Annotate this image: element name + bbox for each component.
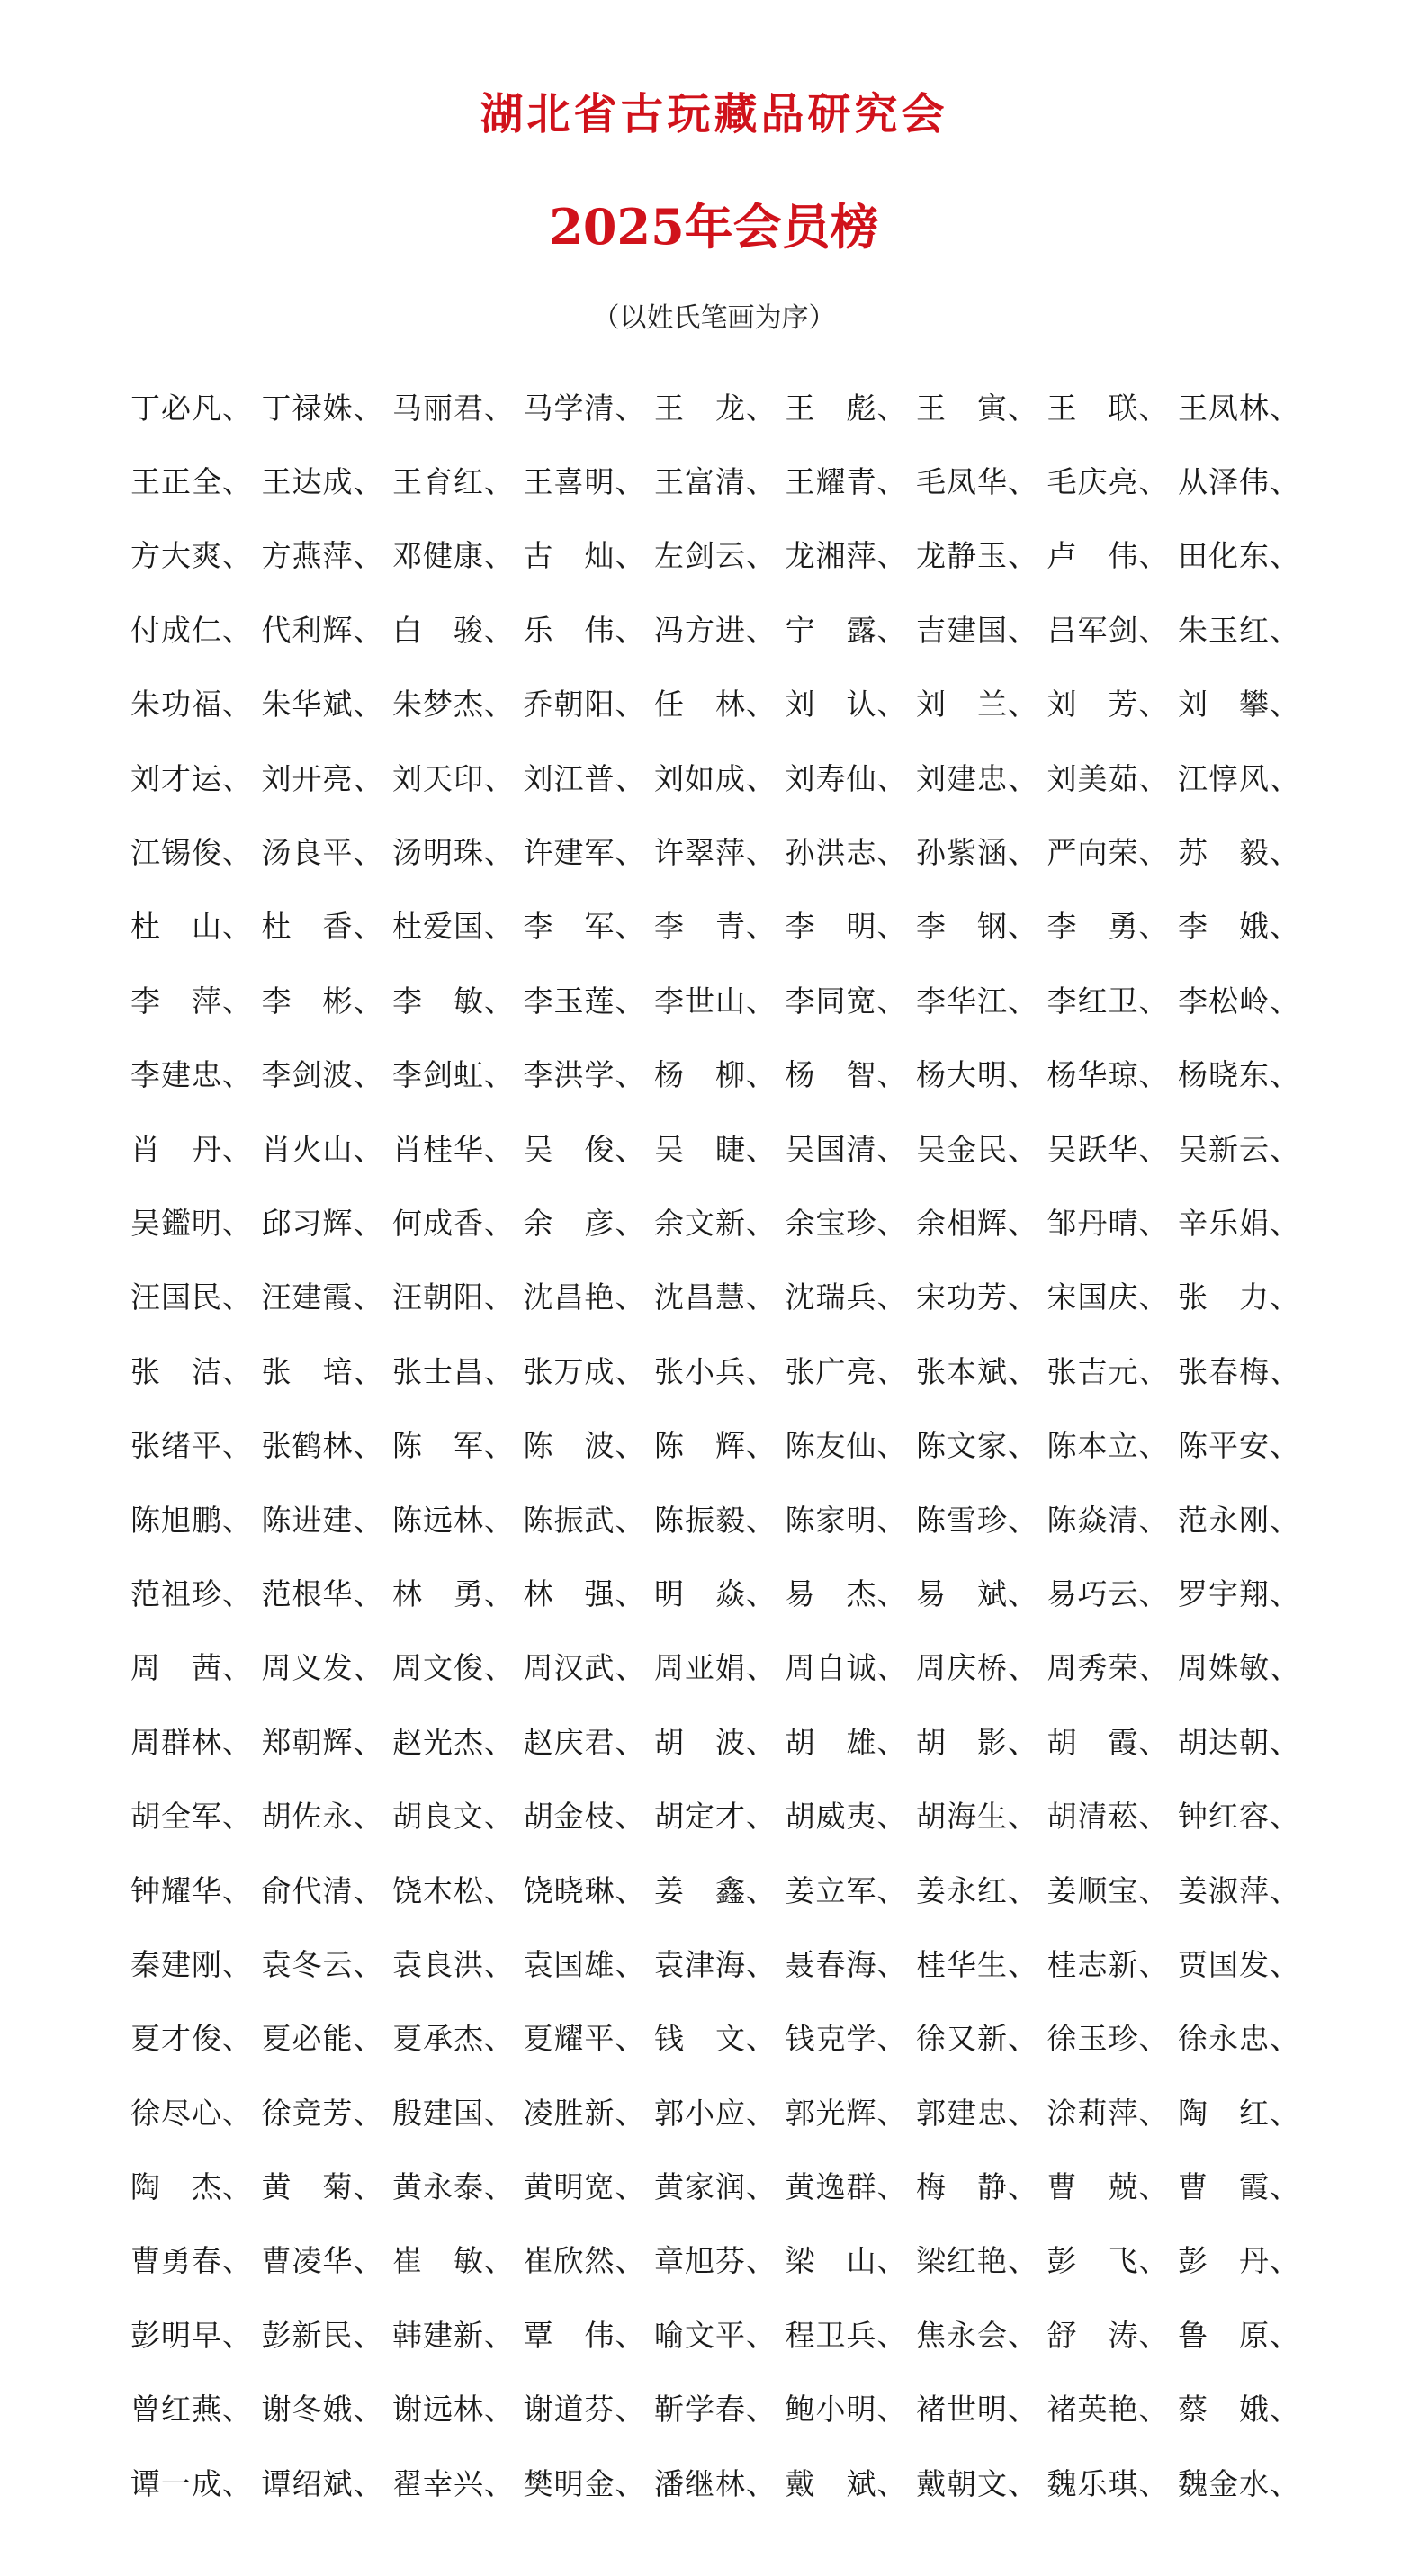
member-name: 姜立军、 — [785, 1872, 908, 1908]
member-name: 张鹤林、 — [261, 1428, 384, 1464]
member-name: 殷建国、 — [392, 2095, 515, 2131]
member-name: 陈文家、 — [916, 1428, 1038, 1464]
member-name: 李剑虹、 — [392, 1057, 515, 1093]
member-name: 杨华琼、 — [1046, 1057, 1170, 1093]
member-name: 曹 霞、 — [1178, 2169, 1300, 2205]
member-name: 姜淑萍、 — [1178, 1872, 1300, 1908]
member-name: 蔡 娥、 — [1178, 2392, 1300, 2428]
member-name: 杨大明、 — [916, 1057, 1038, 1093]
member-name: 邹丹晴、 — [1046, 1205, 1170, 1241]
member-name: 左剑云、 — [654, 538, 777, 574]
member-name: 谢冬娥、 — [261, 2392, 384, 2428]
organization-title: 湖北省古玩藏品研究会 — [480, 89, 948, 139]
member-row — [130, 1555, 1309, 1629]
member-name: 吕军剑、 — [1046, 612, 1170, 648]
member-name: 赵光杰、 — [392, 1724, 515, 1760]
member-name: 黄家润、 — [654, 2169, 777, 2205]
member-name: 陈雪珍、 — [916, 1502, 1038, 1538]
member-name: 汤良平、 — [261, 835, 384, 871]
member-name: 刘美茹、 — [1046, 760, 1170, 796]
member-row — [130, 1037, 1309, 1110]
member-name: 梁红艳、 — [916, 2243, 1038, 2279]
member-name: 毛庆亮、 — [1046, 464, 1170, 500]
member-name: 余相辉、 — [916, 1205, 1038, 1241]
member-name: 汪建霞、 — [261, 1279, 384, 1315]
member-name: 魏金水、 — [1178, 2465, 1300, 2501]
member-name: 李 娥、 — [1178, 909, 1300, 945]
member-name: 喻文平、 — [654, 2317, 777, 2353]
member-name: 丁禄姝、 — [261, 390, 384, 426]
member-name: 周 茜、 — [130, 1650, 253, 1686]
member-name: 张广亮、 — [785, 1353, 908, 1389]
member-name: 马丽君、 — [392, 390, 515, 426]
member-name: 陈友仙、 — [785, 1428, 908, 1464]
member-name: 郭建忠、 — [916, 2095, 1038, 2131]
member-name: 徐又新、 — [916, 2021, 1038, 2057]
member-name: 白 骏、 — [392, 612, 515, 648]
member-name: 余宝珍、 — [785, 1205, 908, 1241]
member-name: 胡海生、 — [916, 1799, 1038, 1835]
member-name: 孙洪志、 — [785, 835, 908, 871]
member-name: 方大爽、 — [130, 538, 253, 574]
member-name: 陈振毅、 — [654, 1502, 777, 1538]
member-name: 古 灿、 — [523, 538, 646, 574]
member-row — [130, 2371, 1309, 2445]
member-name: 曹凌华、 — [261, 2243, 384, 2279]
member-name: 潘继林、 — [654, 2465, 777, 2501]
member-name: 苏 毅、 — [1178, 835, 1300, 871]
member-name: 徐尽心、 — [130, 2095, 253, 2131]
member-name: 钟耀华、 — [130, 1872, 253, 1908]
member-name: 褚英艳、 — [1046, 2392, 1170, 2428]
member-name: 杨 柳、 — [654, 1057, 777, 1093]
member-row — [130, 591, 1309, 665]
member-name: 陈焱清、 — [1046, 1502, 1170, 1538]
member-row — [130, 2222, 1309, 2296]
member-name: 靳学春、 — [654, 2392, 777, 2428]
member-name: 吴鑑明、 — [130, 1205, 253, 1241]
member-name: 胡 霞、 — [1046, 1724, 1170, 1760]
member-name: 鲍小明、 — [785, 2392, 908, 2428]
member-name: 谭绍斌、 — [261, 2465, 384, 2501]
member-name: 袁国雄、 — [523, 1946, 646, 1982]
member-name: 戴 斌、 — [785, 2465, 908, 2501]
member-name: 代利辉、 — [261, 612, 384, 648]
member-name: 汤明珠、 — [392, 835, 515, 871]
member-name: 姜顺宝、 — [1046, 1872, 1170, 1908]
member-name: 陈本立、 — [1046, 1428, 1170, 1464]
member-name: 袁良洪、 — [392, 1946, 515, 1982]
member-name: 范根华、 — [261, 1575, 384, 1611]
member-name: 辛乐娟、 — [1178, 1205, 1300, 1241]
member-name: 张本斌、 — [916, 1353, 1038, 1389]
member-row — [130, 1777, 1309, 1851]
member-row — [130, 1406, 1309, 1480]
member-name: 张 力、 — [1178, 1279, 1300, 1315]
member-name: 肖火山、 — [261, 1131, 384, 1167]
member-name: 覃 伟、 — [523, 2317, 646, 2353]
member-name: 邱习辉、 — [261, 1205, 384, 1241]
member-name: 袁津海、 — [654, 1946, 777, 1982]
member-name: 李 军、 — [523, 909, 646, 945]
member-name: 涂莉萍、 — [1046, 2095, 1170, 2131]
member-name: 吴跃华、 — [1046, 1131, 1170, 1167]
member-name: 范永刚、 — [1178, 1502, 1300, 1538]
member-name: 周自诚、 — [785, 1650, 908, 1686]
member-name: 张春梅、 — [1178, 1353, 1300, 1389]
member-name: 梁 山、 — [785, 2243, 908, 2279]
member-name: 姜永红、 — [916, 1872, 1038, 1908]
member-name: 刘才运、 — [130, 760, 253, 796]
member-row — [130, 1184, 1309, 1258]
member-name: 舒 涛、 — [1046, 2317, 1170, 2353]
member-name: 袁冬云、 — [261, 1946, 384, 1982]
member-name: 陈 军、 — [392, 1428, 515, 1464]
member-name: 夏承杰、 — [392, 2021, 515, 2057]
member-name: 张绪平、 — [130, 1428, 253, 1464]
member-name: 焦永会、 — [916, 2317, 1038, 2353]
member-name: 李 萍、 — [130, 983, 253, 1019]
member-name: 明 焱、 — [654, 1575, 777, 1611]
member-name: 谢远林、 — [392, 2392, 515, 2428]
member-name: 黄逸群、 — [785, 2169, 908, 2205]
member-name: 刘建忠、 — [916, 760, 1038, 796]
member-name: 徐玉珍、 — [1046, 2021, 1170, 2057]
member-name: 吴国清、 — [785, 1131, 908, 1167]
member-name: 夏耀平、 — [523, 2021, 646, 2057]
member-name: 卢 伟、 — [1046, 538, 1170, 574]
member-row — [130, 1259, 1309, 1333]
member-name: 张 培、 — [261, 1353, 384, 1389]
member-name: 易巧云、 — [1046, 1575, 1170, 1611]
member-name: 刘开亮、 — [261, 760, 384, 796]
member-name: 胡 波、 — [654, 1724, 777, 1760]
member-name: 曹 兢、 — [1046, 2169, 1170, 2205]
member-name: 周汉武、 — [523, 1650, 646, 1686]
member-name: 罗宇翔、 — [1178, 1575, 1300, 1611]
member-name: 陶 杰、 — [130, 2169, 253, 2205]
member-name: 吴金民、 — [916, 1131, 1038, 1167]
member-name: 周庆桥、 — [916, 1650, 1038, 1686]
member-name: 翟幸兴、 — [392, 2465, 515, 2501]
member-row — [130, 2445, 1309, 2518]
member-name: 付成仁、 — [130, 612, 253, 648]
member-name: 周义发、 — [261, 1650, 384, 1686]
member-name: 程卫兵、 — [785, 2317, 908, 2353]
member-name: 杜 山、 — [130, 909, 253, 945]
member-row — [130, 1629, 1309, 1703]
member-name: 胡达朝、 — [1178, 1724, 1300, 1760]
member-name: 肖 丹、 — [130, 1131, 253, 1167]
member-name: 王正全、 — [130, 464, 253, 500]
member-name: 刘 芳、 — [1046, 687, 1170, 723]
member-name: 朱华斌、 — [261, 687, 384, 723]
member-name: 汪朝阳、 — [392, 1279, 515, 1315]
member-name: 杨 智、 — [785, 1057, 908, 1093]
member-name: 王 寅、 — [916, 390, 1038, 426]
member-name: 戴朝文、 — [916, 2465, 1038, 2501]
member-name: 张万成、 — [523, 1353, 646, 1389]
member-name: 周文俊、 — [392, 1650, 515, 1686]
member-row — [130, 1481, 1309, 1555]
member-name: 胡威夷、 — [785, 1799, 908, 1835]
member-name: 严向荣、 — [1046, 835, 1170, 871]
member-name: 沈昌慧、 — [654, 1279, 777, 1315]
member-name: 胡全军、 — [130, 1799, 253, 1835]
member-name: 聂春海、 — [785, 1946, 908, 1982]
member-name: 邓健康、 — [392, 538, 515, 574]
member-name: 李 青、 — [654, 909, 777, 945]
member-row — [130, 369, 1309, 443]
member-name: 胡清菘、 — [1046, 1799, 1170, 1835]
member-name: 宋国庆、 — [1046, 1279, 1170, 1315]
member-name: 何成香、 — [392, 1205, 515, 1241]
member-name: 马学清、 — [523, 390, 646, 426]
member-name: 宁 露、 — [785, 612, 908, 648]
member-name: 秦建刚、 — [130, 1946, 253, 1982]
member-row — [130, 2074, 1309, 2148]
member-name: 谭一成、 — [130, 2465, 253, 2501]
member-name: 刘江普、 — [523, 760, 646, 796]
member-name: 崔欣然、 — [523, 2243, 646, 2279]
member-row — [130, 2000, 1309, 2074]
member-name: 钱 文、 — [654, 2021, 777, 2057]
member-name: 刘 认、 — [785, 687, 908, 723]
member-name: 魏乐琪、 — [1046, 2465, 1170, 2501]
member-name: 任 林、 — [654, 687, 777, 723]
member-name: 黄永泰、 — [392, 2169, 515, 2205]
member-name: 夏才俊、 — [130, 2021, 253, 2057]
member-name: 沈瑞兵、 — [785, 1279, 908, 1315]
member-row — [130, 1703, 1309, 1777]
member-name: 李同宽、 — [785, 983, 908, 1019]
member-name: 胡良文、 — [392, 1799, 515, 1835]
member-name: 王凤林、 — [1178, 390, 1300, 426]
member-name: 林 强、 — [523, 1575, 646, 1611]
member-name: 王 龙、 — [654, 390, 777, 426]
member-name: 郑朝辉、 — [261, 1724, 384, 1760]
member-name: 许建军、 — [523, 835, 646, 871]
member-row — [130, 1333, 1309, 1406]
member-name: 黄 菊、 — [261, 2169, 384, 2205]
member-name: 杨晓东、 — [1178, 1057, 1300, 1093]
member-row — [130, 2148, 1309, 2221]
member-name: 王 彪、 — [785, 390, 908, 426]
member-name: 毛凤华、 — [916, 464, 1038, 500]
member-name: 陈 辉、 — [654, 1428, 777, 1464]
member-name: 乔朝阳、 — [523, 687, 646, 723]
member-name: 李剑波、 — [261, 1057, 384, 1093]
member-name: 范祖珍、 — [130, 1575, 253, 1611]
member-name: 冯方进、 — [654, 612, 777, 648]
member-names-grid — [130, 369, 1309, 2518]
member-name: 朱功福、 — [130, 687, 253, 723]
member-name: 孙紫涵、 — [916, 835, 1038, 871]
member-name: 李 钢、 — [916, 909, 1038, 945]
member-name: 陶 红、 — [1178, 2095, 1300, 2131]
member-name: 杜 香、 — [261, 909, 384, 945]
member-row — [130, 2296, 1309, 2370]
member-name: 钟红容、 — [1178, 1799, 1300, 1835]
member-name: 王育红、 — [392, 464, 515, 500]
member-name: 易 杰、 — [785, 1575, 908, 1611]
member-name: 周姝敏、 — [1178, 1650, 1300, 1686]
member-name: 郭小应、 — [654, 2095, 777, 2131]
member-name: 刘寿仙、 — [785, 760, 908, 796]
member-name: 方燕萍、 — [261, 538, 384, 574]
member-name: 吴新云、 — [1178, 1131, 1300, 1167]
member-name: 丁必凡、 — [130, 390, 253, 426]
member-name: 王 联、 — [1046, 390, 1170, 426]
member-name: 俞代清、 — [261, 1872, 384, 1908]
member-name: 朱玉红、 — [1178, 612, 1300, 648]
member-name: 王达成、 — [261, 464, 384, 500]
member-name: 崔 敏、 — [392, 2243, 515, 2279]
member-name: 胡 雄、 — [785, 1724, 908, 1760]
member-name: 黄明宽、 — [523, 2169, 646, 2205]
member-name: 刘 兰、 — [916, 687, 1038, 723]
member-name: 刘 攀、 — [1178, 687, 1300, 723]
member-name: 胡定才、 — [654, 1799, 777, 1835]
member-row — [130, 1925, 1309, 1999]
member-name: 江惇风、 — [1178, 760, 1300, 796]
member-name: 彭新民、 — [261, 2317, 384, 2353]
member-name: 周秀荣、 — [1046, 1650, 1170, 1686]
member-name: 张吉元、 — [1046, 1353, 1170, 1389]
member-name: 陈振武、 — [523, 1502, 646, 1538]
member-name: 吴 俊、 — [523, 1131, 646, 1167]
member-name: 彭 飞、 — [1046, 2243, 1170, 2279]
member-name: 胡金枝、 — [523, 1799, 646, 1835]
member-name: 李洪学、 — [523, 1057, 646, 1093]
member-name: 韩建新、 — [392, 2317, 515, 2353]
member-name: 樊明金、 — [523, 2465, 646, 2501]
member-name: 章旭芬、 — [654, 2243, 777, 2279]
member-name: 龙湘萍、 — [785, 538, 908, 574]
member-name: 沈昌艳、 — [523, 1279, 646, 1315]
member-name: 王富清、 — [654, 464, 777, 500]
member-name: 李 彬、 — [261, 983, 384, 1019]
member-name: 林 勇、 — [392, 1575, 515, 1611]
member-name: 张小兵、 — [654, 1353, 777, 1389]
member-name: 许翠萍、 — [654, 835, 777, 871]
member-name: 郭光辉、 — [785, 2095, 908, 2131]
member-name: 胡 影、 — [916, 1724, 1038, 1760]
member-name: 陈远林、 — [392, 1502, 515, 1538]
member-name: 李玉莲、 — [523, 983, 646, 1019]
member-name: 余文新、 — [654, 1205, 777, 1241]
member-name: 李 敏、 — [392, 983, 515, 1019]
member-name: 刘天印、 — [392, 760, 515, 796]
member-name: 李世山、 — [654, 983, 777, 1019]
member-name: 李华江、 — [916, 983, 1038, 1019]
list-title: 2025年会员榜 — [549, 198, 879, 256]
member-name: 梅 静、 — [916, 2169, 1038, 2205]
member-name: 王喜明、 — [523, 464, 646, 500]
member-row — [130, 962, 1309, 1036]
member-name: 周亚娟、 — [654, 1650, 777, 1686]
member-name: 龙静玉、 — [916, 538, 1038, 574]
member-name: 彭明早、 — [130, 2317, 253, 2353]
member-name: 徐竟芳、 — [261, 2095, 384, 2131]
member-row — [130, 813, 1309, 887]
member-name: 吴 睫、 — [654, 1131, 777, 1167]
member-name: 谢道芬、 — [523, 2392, 646, 2428]
member-name: 杜爱国、 — [392, 909, 515, 945]
member-name: 李红卫、 — [1046, 983, 1170, 1019]
member-name: 夏必能、 — [261, 2021, 384, 2057]
member-name: 凌胜新、 — [523, 2095, 646, 2131]
member-row — [130, 888, 1309, 962]
member-name: 张士昌、 — [392, 1353, 515, 1389]
member-name: 江锡俊、 — [130, 835, 253, 871]
member-name: 褚世明、 — [916, 2392, 1038, 2428]
member-name: 陈家明、 — [785, 1502, 908, 1538]
member-name: 田化东、 — [1178, 538, 1300, 574]
member-row — [130, 1110, 1309, 1184]
member-name: 李 勇、 — [1046, 909, 1170, 945]
member-name: 彭 丹、 — [1178, 2243, 1300, 2279]
member-name: 桂华生、 — [916, 1946, 1038, 1982]
member-name: 从泽伟、 — [1178, 464, 1300, 500]
member-name: 桂志新、 — [1046, 1946, 1170, 1982]
member-name: 姜 鑫、 — [654, 1872, 777, 1908]
member-name: 余 彦、 — [523, 1205, 646, 1241]
member-row — [130, 1852, 1309, 1925]
member-name: 张 洁、 — [130, 1353, 253, 1389]
member-name: 朱梦杰、 — [392, 687, 515, 723]
member-name: 易 斌、 — [916, 1575, 1038, 1611]
member-name: 乐 伟、 — [523, 612, 646, 648]
member-row — [130, 740, 1309, 813]
member-name: 曾红燕、 — [130, 2392, 253, 2428]
member-name: 徐永忠、 — [1178, 2021, 1300, 2057]
member-name: 周群林、 — [130, 1724, 253, 1760]
member-name: 鲁 原、 — [1178, 2317, 1300, 2353]
member-name: 汪国民、 — [130, 1279, 253, 1315]
member-name: 贾国发、 — [1178, 1946, 1300, 1982]
member-name: 肖桂华、 — [392, 1131, 515, 1167]
member-name: 李建忠、 — [130, 1057, 253, 1093]
member-name: 曹勇春、 — [130, 2243, 253, 2279]
member-name: 吉建国、 — [916, 612, 1038, 648]
ordering-note: （以姓氏笔画为序） — [592, 302, 836, 334]
member-name: 钱克学、 — [785, 2021, 908, 2057]
member-name: 饶晓琳、 — [523, 1872, 646, 1908]
member-name: 胡佐永、 — [261, 1799, 384, 1835]
member-row — [130, 517, 1309, 591]
member-name: 李 明、 — [785, 909, 908, 945]
member-row — [130, 443, 1309, 516]
member-name: 陈平安、 — [1178, 1428, 1300, 1464]
member-name: 刘如成、 — [654, 760, 777, 796]
member-name: 饶木松、 — [392, 1872, 515, 1908]
member-name: 李松岭、 — [1178, 983, 1300, 1019]
member-name: 宋功芳、 — [916, 1279, 1038, 1315]
member-name: 陈 波、 — [523, 1428, 646, 1464]
member-name: 陈进建、 — [261, 1502, 384, 1538]
member-row — [130, 666, 1309, 740]
member-name: 陈旭鹏、 — [130, 1502, 253, 1538]
member-name: 王耀青、 — [785, 464, 908, 500]
member-name: 赵庆君、 — [523, 1724, 646, 1760]
